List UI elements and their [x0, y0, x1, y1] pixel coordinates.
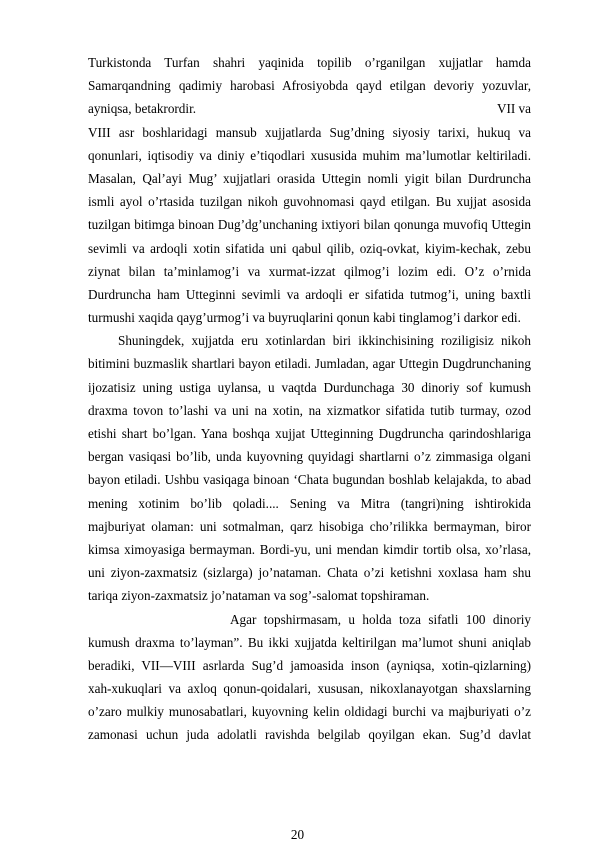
text-line: sevimli va ardoqli xotin sifatida uni qabul qilib, oziq-ovkat, kiyim-kechak, zebu [88, 240, 531, 256]
text-line: bayon etiladi. Ushbu vasiqaga binoan ‘Chata bugundan boshlab kelajakda, to abad [88, 472, 531, 488]
text-line: ismli ayol o’rtasida tuzilgan nikoh guvohnomasi qayd etilgan. Bu xujjat asosida [88, 194, 531, 210]
text-line: Durdruncha ham Utteginni sevimli va ardoqli er sifatida tutmog’i, uning baxtli [88, 286, 531, 302]
text-line: Shuningdek, xujjatda eru xotinlardan biri ikkinchisining roziligisiz nikoh [118, 333, 531, 349]
text-line: turmushi xaqida qayg’urmog’i va buyruqlarini qonun kabi tinglamog’i darkor edi. [88, 310, 521, 326]
text-line: qonunlari, iqtisodiy va diniy e’tiqodlari xususida muhim ma’lumotlar keltiriladi. [88, 147, 531, 163]
document-body [88, 51, 531, 747]
text-fragment: VII va [496, 101, 531, 117]
text-line [88, 97, 531, 120]
text-line: mening xotinim bo’lib qoladi.... Sening va Mitra (tangri)ning ishtirokida [88, 495, 531, 511]
text-line: kimsa ximoyasiga bermayman. Bordi-yu, uni mendan kimdir tortib olsa, xo’rlasa, [88, 541, 531, 557]
text-line: Agar topshirmasam, u holda toza sifatli 100 dinoriy [230, 611, 531, 627]
text-line: uni ziyon-zaxmatsiz (sizlarga) jo’nataman. Chata o’zi ketishni xoxlasa ham shu [88, 565, 531, 581]
text-line: ziynat bilan ta’minlamog’i va xurmat-izzat qilmog’i lozim edi. O’z o’rnida [88, 263, 531, 279]
text-line: beradiki, VII—VIII asrlarda Sug’d jamoasida inson (ayniqsa, xotin-qizlarning) [88, 657, 531, 673]
text-line: o’zaro mulkiy munosabatlari, kuyovning kelin oldidagi burchi va majburiyati o’z [88, 704, 531, 720]
text-line: bitimini buzmaslik shartlari bayon etiladi. Jumladan, agar Uttegin Dugdrunchaning [88, 356, 531, 372]
text-line: bergan vasiqasi bo’lib, unda kuyovning quyidagi shartlarni o’z zimmasiga olgani [88, 449, 531, 465]
page-number: 20 [290, 827, 305, 842]
text-line: tuzilgan bitimga binoan Dug’dg’unchaning ixtiyori bilan qonunga muvofiq Uttegin [88, 217, 531, 233]
text-line: ijozatisiz uning ustiga uylansa, u vaqtda Durdunchaga 30 dinoriy sof kumush [88, 379, 531, 395]
text-line: xah-xukuqlari va axloq qonun-qoidalari, xususan, nikoxlanayotgan shaxslarning [88, 681, 531, 697]
text-line: etishi shart bo’lgan. Yana boshqa xujjat Utteginning Dugdruncha qarindoshlariga [88, 426, 531, 441]
text-line: VIII asr boshlaridagi mansub xujjatlarda Sug’dning siyosiy tarixi, hukuq va [88, 124, 531, 140]
text-fragment: ayniqsa, betakrordir. [88, 101, 197, 117]
text-line: Masalan, Qal’ayi Mug’ xujjatlari orasida Uttegin nomli yigit bilan Durdruncha [88, 170, 531, 186]
text-line: draxma tovon to’lashi va uni na xotin, na xizmatkor sifatida tutib turmay, ozod [88, 402, 531, 418]
text-line: Turkistonda Turfan shahri yaqinida topilib o’rganilgan xujjatlar hamda [88, 55, 531, 70]
text-line: zamonasi uchun juda adolatli ravishda belgilab qoyilgan ekan. Sug’d davlat [88, 727, 531, 743]
text-line: Samarqandning qadimiy harobasi Afrosiyobda qayd etilgan devoriy yozuvlar, [88, 78, 531, 94]
text-line: tariqa ziyon-zaxmatsiz jo’nataman va sog’-salomat topshiraman. [88, 588, 430, 604]
text-line: majburiyat olaman: uni sotmalman, qarz hisobiga cho’rilikka bermayman, biror [88, 518, 531, 534]
text-line: kumush draxma to’layman”. Bu ikki xujjatda keltirilgan ma’lumot shuni aniqlab [88, 634, 531, 650]
